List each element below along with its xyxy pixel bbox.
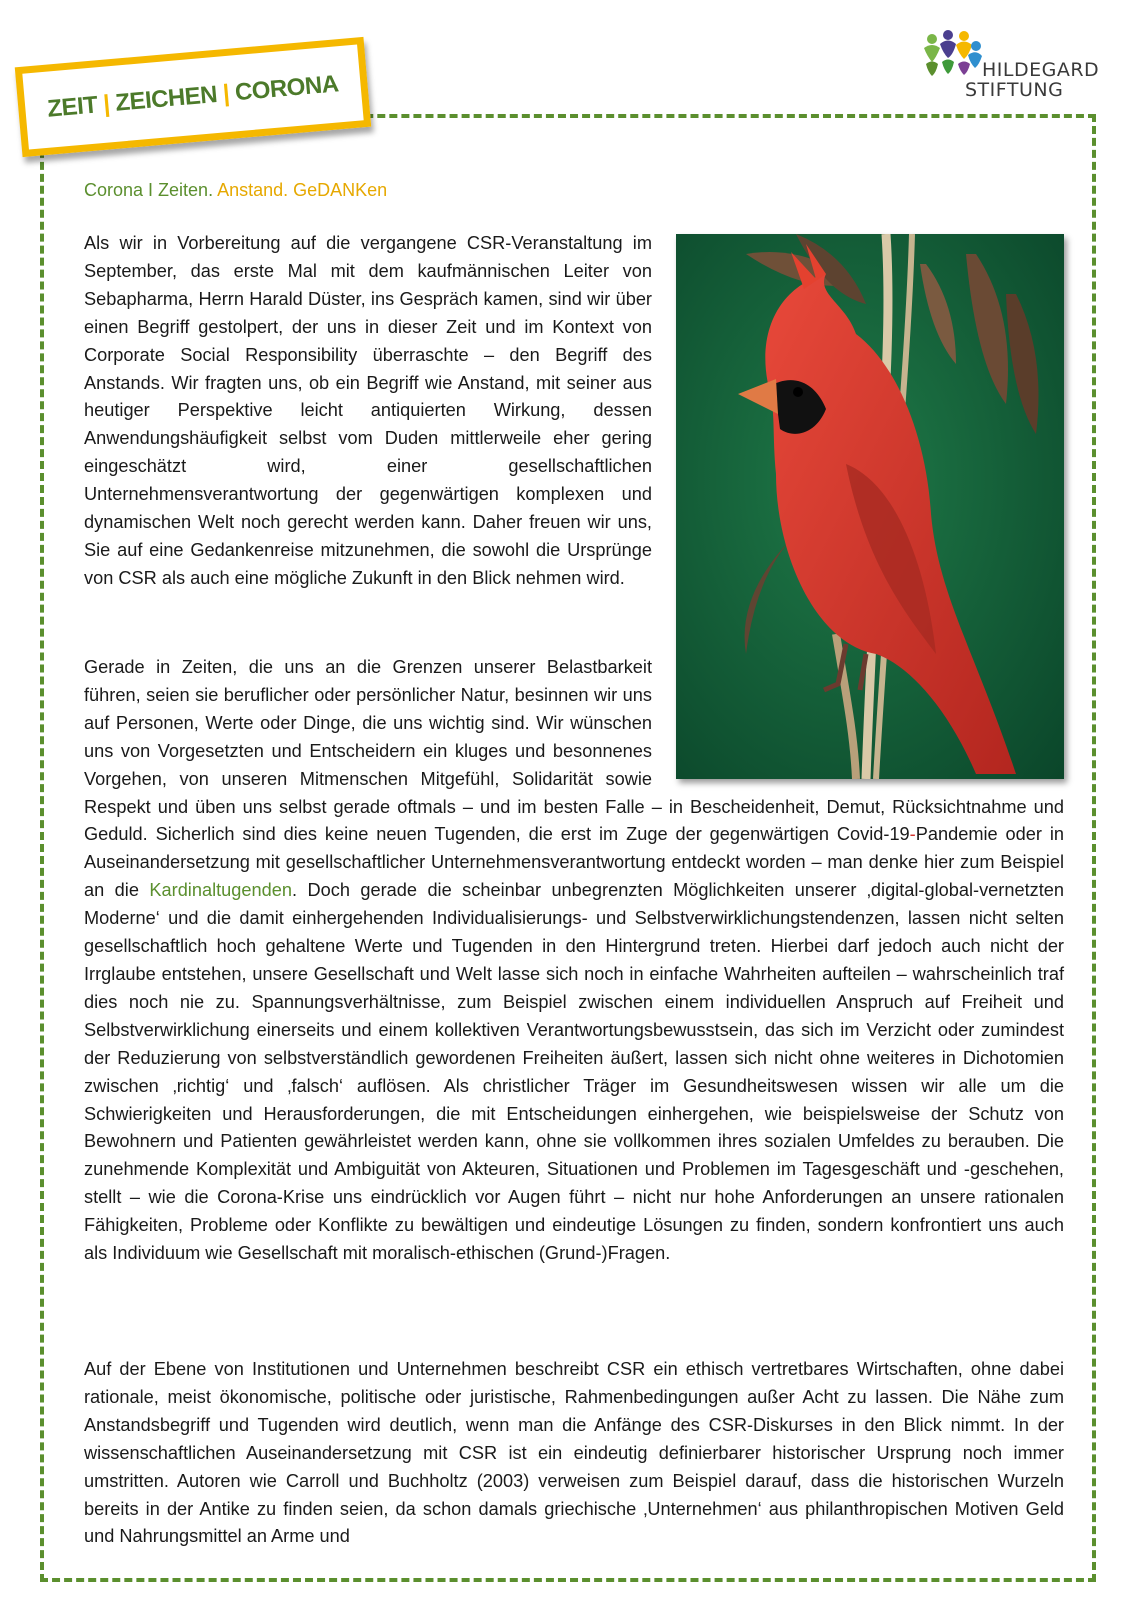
- image-wrap-spacer: [652, 230, 1064, 630]
- article-subtitle: [84, 180, 387, 201]
- paragraph-intro-text: Als wir in Vorbereitung auf die vergangene CSR-Veranstaltung im September, das erste Mal mit dem kaufmännischen Leiter von Sebapharma, Herrn Harald Düster, ins Gespräch kamen, sind wir über einen Begriff gestolpert, der uns in dieser Zeit und im Kontext von Corporate Social Responsibility überraschte – den Begriff des Anstands. Wir fragten uns, ob ein Begriff wie Anstand, mit seiner aus heutiger Perspektive leicht antiquierten Wirkung, dessen Anwendungshäufigkeit selbst vom Duden mittlerweile eher gering eingeschätzt wird, einer gesellschaftlichen Unternehmensverantwortung der gegenwärtigen komplexen und dynamischen Welt noch gerecht werden kann. Daher freuen wir uns, Sie auf eine Gedankenreise mitzunehmen, die sowohl die Ursprünge von CSR als auch eine mögliche Zukunft in den Blick nehmen wird.: [84, 233, 652, 588]
- logo-text-hildegard: HILDEGARD: [982, 59, 1100, 81]
- image-wrap-spacer: [652, 654, 1064, 784]
- paragraph-virtues: [84, 654, 1064, 1268]
- highlighted-dash: -: [909, 824, 916, 845]
- paragraph-csr-history-text: Auf der Ebene von Institutionen und Unternehmen beschreibt CSR ein ethisch vertretbares Wirtschaften, ohne dabei rationale, meist ökonomische, politische oder juristische, Rahmenbedingungen außer Acht zu lassen. Die Nähe zum Anstandsbegriff und Tugenden wird deutlich, wenn man die Anfänge des CSR-Diskurses in den Blick nimmt. In der wissenschaftlichen Auseinandersetzung mit CSR ist ein eindeutig definierbarer historischer Ursprung noch immer umstritten. Autoren wie Carroll und Buchholtz (2003) verweisen zum Beispiel darauf, dass die historischen Wurzeln bereits in der Antike zu finden seien, da schon damals griechische ‚Unternehmen‘ aus philanthropischen Motiven Geld und Nahrungsmittel an Arme und: [84, 1359, 1064, 1547]
- logo-text-stiftung: STIFTUNG: [965, 79, 1064, 101]
- kardinaltugenden-link[interactable]: Kardinaltugenden: [149, 880, 292, 901]
- paragraph-virtues-text-a: Gerade in Zeiten, die uns an die Grenzen unserer Belastbarkeit führen, seien sie beruflicher oder persönlicher Natur, besinnen wir uns auf Personen, Werte oder Dinge, die uns wichtig sind. Wir wünschen uns von Vorgesetzten und Entscheidern ein kluges und besonnenes Vorgehen, von unseren Mitmenschen Mitgefühl, Solidarität sowie Respekt und üben uns selbst gerade oftmals – und im besten Falle – in Bescheidenheit, Demut, Rücksichtnahme und Geduld. Sicherlich sind dies keine neuen Tugenden, die erst im Zuge der gegenwärtigen Covid-19: [84, 657, 1064, 845]
- hildegard-stiftung-logo: [920, 26, 1110, 106]
- banner-word-corona: CORONA: [233, 70, 340, 107]
- paragraph-virtues-text-b: Pandemie oder in Auseinandersetzung mit gesellschaftlicher Unternehmensverantwortung entdeckt worden – man denke hier zum Beispiel an die: [84, 824, 1064, 901]
- logo-figures-icon: [920, 26, 986, 86]
- paragraph-csr-history: [84, 1356, 1064, 1551]
- banner-separator: |: [221, 79, 231, 108]
- banner-title: [46, 70, 339, 123]
- paragraph-intro: [84, 230, 1064, 630]
- banner-separator: |: [102, 90, 111, 118]
- subtitle-anstand-gedanken: Anstand. GeDANKen: [217, 180, 388, 200]
- subtitle-corona-zeiten: Corona I Zeiten.: [84, 180, 214, 200]
- banner-word-zeichen: ZEICHEN: [114, 80, 219, 117]
- paragraph-virtues-text-c: . Doch gerade die scheinbar unbegrenzten Möglichkeiten unserer ‚digital-global-vernetzten Moderne‘ und die damit einhergehenden Individualisierungs- und Selbstverwirklichungstendenzen, lassen nicht selten gesellschaftlich hoch gehaltene Werte und Tugenden in den Hintergrund treten. Hierbei darf jedoch auch nicht der Irrglaube entstehen, unsere Gesellschaft und Welt lasse sich noch in einfache Wahrheiten aufteilen – wahrscheinlich traf dies noch nie zu. Spannungsverhältnisse, zum Beispiel zwischen einem individuellen Anspruch auf Freiheit und Selbstverwirklichung einerseits und einem kollektiven Verantwortungsbewusstsein, das sich im Verzicht oder zumindest der Reduzierung von selbstverständlich gewordenen Freiheiten äußert, lassen sich nicht ohne weiteres in Dichotomien zwischen ‚richtig‘ und ‚falsch‘ auflösen. Als christlicher Träger im Gesundheitswesen wissen wir alle um die Schwierigkeiten und Herausforderungen, die mit Entscheidungen einhergehen, wie beispielsweise der Schutz von Bewohnern und Patienten gewährleistet werden kann, ohne sie vollkommen ihres sozialen Umfeldes zu berauben. Die zunehmende Komplexität und Ambiguität von Akteuren, Situationen und Problemen im Tagesgeschäft und -geschehen, stellt – wie die Corona-Krise uns eindrücklich vor Augen führt – nicht nur hohe Anforderungen an unsere rationalen Fähigkeiten, Probleme oder Konflikte zu bewältigen und eindeutige Lösungen zu finden, sondern konfrontiert uns auch als Individuum wie Gesellschaft mit moralisch-ethischen (Grund-)Fragen.: [84, 880, 1065, 1264]
- banner-word-zeit: ZEIT: [46, 91, 99, 123]
